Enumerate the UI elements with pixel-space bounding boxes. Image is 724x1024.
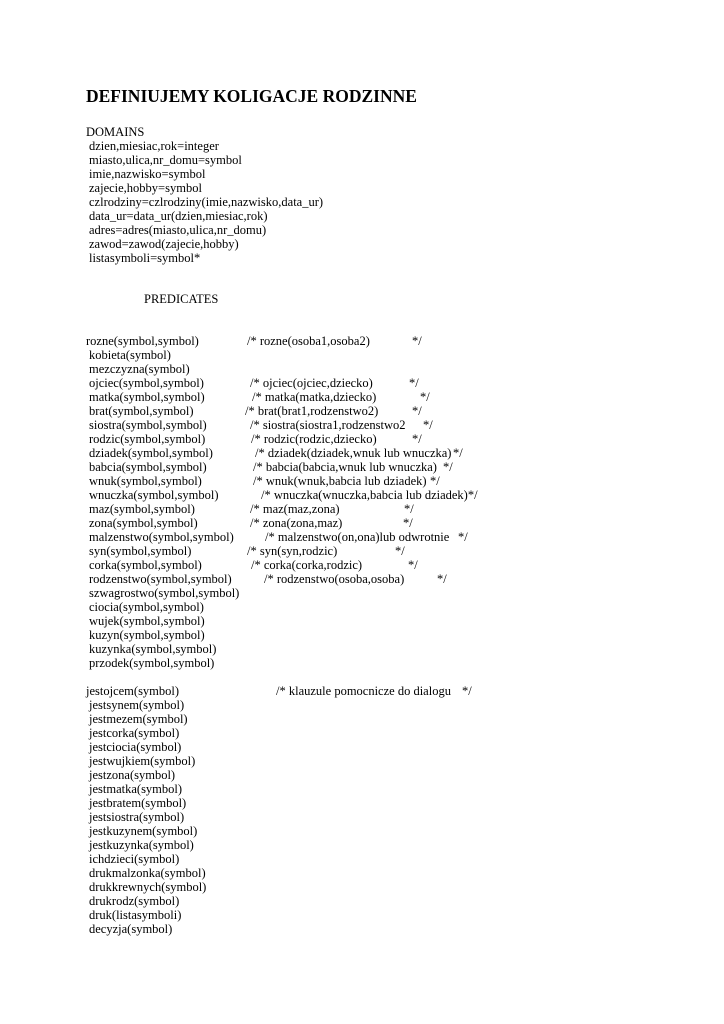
predicate-declaration: siostra(symbol,symbol) xyxy=(89,418,207,432)
comment-end: */ xyxy=(404,502,414,516)
comment-end: */ xyxy=(420,390,430,404)
predicate-declaration: ciocia(symbol,symbol) xyxy=(89,600,204,614)
predicate-declaration: wujek(symbol,symbol) xyxy=(89,614,205,628)
document-title: DEFINIUJEMY KOLIGACJE RODZINNE xyxy=(86,86,417,106)
comment-end: */ xyxy=(409,376,419,390)
dialog-predicate-declaration: jestzona(symbol) xyxy=(89,768,176,782)
predicate-declaration: wnuczka(symbol,symbol) xyxy=(89,488,219,502)
predicate-declaration: kobieta(symbol) xyxy=(89,348,171,362)
domain-line: dzien,miesiac,rok=integer xyxy=(89,139,219,153)
comment-end: */ xyxy=(443,460,453,474)
comment-end: */ xyxy=(437,572,447,586)
predicate-comment: /* rodzic(rodzic,dziecko) xyxy=(251,432,377,446)
predicate-comment: /* rodzenstwo(osoba,osoba) xyxy=(264,572,405,586)
predicate-declaration: rodzic(symbol,symbol) xyxy=(89,432,206,446)
predicate-declaration: syn(symbol,symbol) xyxy=(89,544,192,558)
domain-line: miasto,ulica,nr_domu=symbol xyxy=(89,153,242,167)
dialog-predicate-declaration: jestmezem(symbol) xyxy=(89,712,188,726)
predicate-declaration: babcia(symbol,symbol) xyxy=(89,460,207,474)
comment-end: */ xyxy=(423,418,433,432)
predicate-declaration: rodzenstwo(symbol,symbol) xyxy=(89,572,232,586)
dialog-predicate-declaration: jestojcem(symbol) xyxy=(86,684,180,698)
dialog-comment: /* klauzule pomocnicze do dialogu xyxy=(276,684,451,698)
predicate-declaration: corka(symbol,symbol) xyxy=(89,558,202,572)
predicate-declaration: przodek(symbol,symbol) xyxy=(89,656,215,670)
comment-end: */ xyxy=(412,432,422,446)
predicate-declaration: rozne(symbol,symbol) xyxy=(86,334,199,348)
predicate-declaration: mezczyzna(symbol) xyxy=(89,362,190,376)
dialog-predicate-declaration: ichdzieci(symbol) xyxy=(89,852,180,866)
predicate-comment: /* brat(brat1,rodzenstwo2) xyxy=(245,404,379,418)
domain-line: data_ur=data_ur(dzien,miesiac,rok) xyxy=(89,209,268,223)
domain-line: zawod=zawod(zajecie,hobby) xyxy=(89,237,239,251)
predicates-header: PREDICATES xyxy=(144,292,219,306)
predicate-declaration: matka(symbol,symbol) xyxy=(89,390,205,404)
dialog-predicate-declaration: jestkuzynem(symbol) xyxy=(89,824,198,838)
dialog-predicate-declaration: decyzja(symbol) xyxy=(89,922,173,936)
predicate-declaration: kuzyn(symbol,symbol) xyxy=(89,628,205,642)
predicate-declaration: malzenstwo(symbol,symbol) xyxy=(89,530,234,544)
predicate-declaration: kuzynka(symbol,symbol) xyxy=(89,642,217,656)
predicate-declaration: wnuk(symbol,symbol) xyxy=(89,474,202,488)
predicate-comment: /* matka(matka,dziecko) xyxy=(252,390,377,404)
predicate-comment: /* ojciec(ojciec,dziecko) xyxy=(250,376,373,390)
predicate-comment: /* babcia(babcia,wnuk lub wnuczka) xyxy=(253,460,437,474)
comment-end: */ xyxy=(462,684,472,698)
comment-end: */ xyxy=(458,530,468,544)
dialog-predicate-declaration: jestbratem(symbol) xyxy=(89,796,187,810)
comment-end: */ xyxy=(430,474,440,488)
comment-end: */ xyxy=(412,404,422,418)
dialog-predicate-declaration: jestsynem(symbol) xyxy=(89,698,185,712)
domain-line: adres=adres(miasto,ulica,nr_domu) xyxy=(89,223,267,237)
predicate-declaration: zona(symbol,symbol) xyxy=(89,516,198,530)
predicate-declaration: brat(symbol,symbol) xyxy=(89,404,194,418)
comment-end: */ xyxy=(395,544,405,558)
predicate-comment: /* wnuczka(wnuczka,babcia lub dziadek)*/ xyxy=(261,488,478,502)
dialog-predicate-declaration: druk(listasymboli) xyxy=(89,908,182,922)
predicate-declaration: ojciec(symbol,symbol) xyxy=(89,376,204,390)
domain-line: listasymboli=symbol* xyxy=(89,251,201,265)
predicate-comment: /* syn(syn,rodzic) xyxy=(247,544,338,558)
predicate-comment: /* zona(zona,maz) xyxy=(250,516,343,530)
dialog-predicate-declaration: drukmalzonka(symbol) xyxy=(89,866,206,880)
predicate-comment: /* malzenstwo(on,ona)lub odwrotnie xyxy=(265,530,450,544)
dialog-predicate-declaration: jestkuzynka(symbol) xyxy=(89,838,194,852)
predicate-declaration: maz(symbol,symbol) xyxy=(89,502,195,516)
dialog-predicate-declaration: jestwujkiem(symbol) xyxy=(89,754,196,768)
predicate-comment: /* rozne(osoba1,osoba2) xyxy=(247,334,370,348)
predicate-declaration: dziadek(symbol,symbol) xyxy=(89,446,213,460)
domains-header: DOMAINS xyxy=(86,125,145,139)
dialog-predicate-declaration: drukrodz(symbol) xyxy=(89,894,180,908)
dialog-predicate-declaration: jestcorka(symbol) xyxy=(89,726,180,740)
dialog-predicate-declaration: jestmatka(symbol) xyxy=(89,782,183,796)
comment-end: */ xyxy=(408,558,418,572)
predicate-comment: /* dziadek(dziadek,wnuk lub wnuczka) xyxy=(255,446,452,460)
domain-line: czlrodziny=czlrodziny(imie,nazwisko,data_ur) xyxy=(89,195,324,209)
domain-line: imie,nazwisko=symbol xyxy=(89,167,206,181)
comment-end: */ xyxy=(412,334,422,348)
dialog-predicate-declaration: jestciocia(symbol) xyxy=(89,740,182,754)
predicate-comment: /* siostra(siostra1,rodzenstwo2 xyxy=(250,418,406,432)
domain-line: zajecie,hobby=symbol xyxy=(89,181,202,195)
dialog-predicate-declaration: drukkrewnych(symbol) xyxy=(89,880,207,894)
predicate-comment: /* maz(maz,zona) xyxy=(250,502,340,516)
predicate-comment: /* corka(corka,rodzic) xyxy=(251,558,363,572)
predicate-declaration: szwagrostwo(symbol,symbol) xyxy=(89,586,240,600)
predicate-comment: /* wnuk(wnuk,babcia lub dziadek) xyxy=(253,474,427,488)
comment-end: */ xyxy=(453,446,463,460)
dialog-predicate-declaration: jestsiostra(symbol) xyxy=(89,810,185,824)
comment-end: */ xyxy=(403,516,413,530)
